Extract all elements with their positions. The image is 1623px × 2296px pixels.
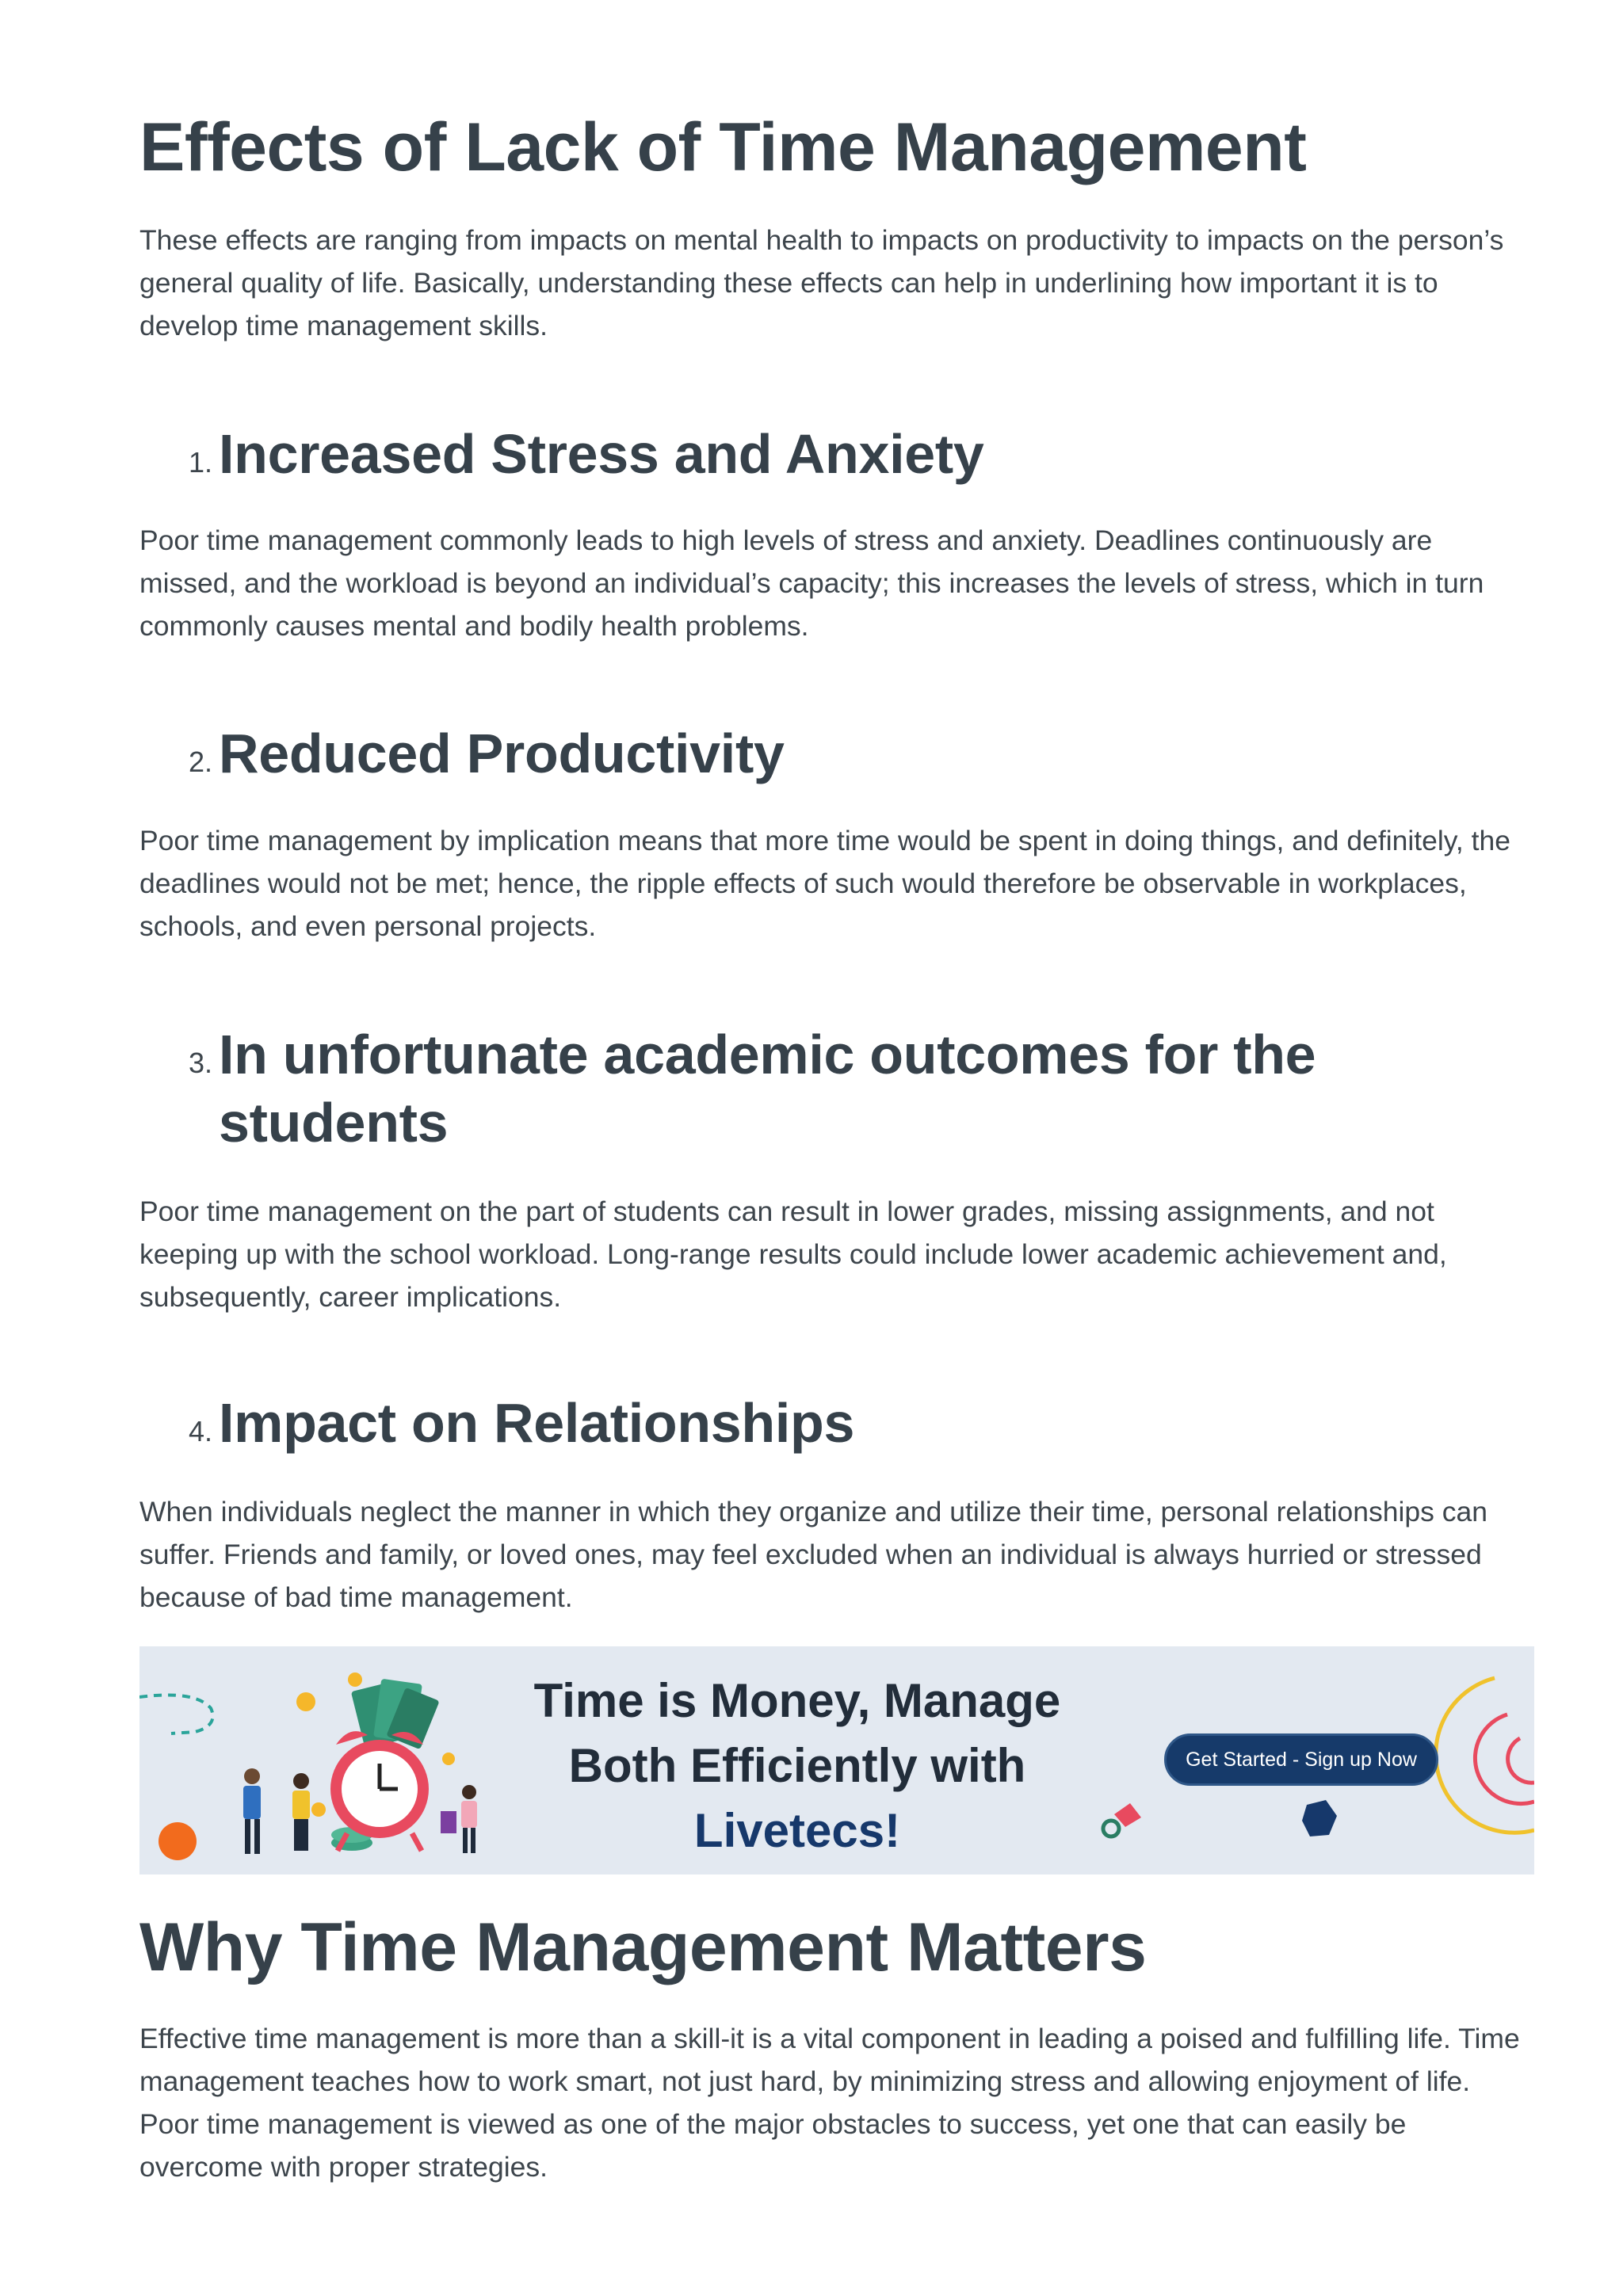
dashed-swoosh-icon (139, 1695, 213, 1733)
section-title-effects: Effects of Lack of Time Management (139, 109, 1307, 185)
banner-headline (488, 1669, 1106, 1863)
magnet-icon (1103, 1803, 1141, 1836)
person-icon (243, 1768, 261, 1854)
banner-line-1: Time is Money, Manage (533, 1674, 1061, 1727)
money-icon (351, 1679, 440, 1749)
effect-paragraph-2: Poor time management by implication means that more time would be spent in doing things, and definitely, the deadlines would not be met; hence, the ripple effects of such would therefore be observable in workplaces, schools, and even personal projects. (139, 825, 1510, 942)
orange-dot-icon (158, 1822, 197, 1860)
blob-icon (1302, 1800, 1337, 1836)
effect-title: Reduced Productivity (219, 723, 785, 784)
person-icon (441, 1785, 477, 1853)
alarm-clock-icon (330, 1731, 429, 1851)
effect-paragraph-1: Poor time management commonly leads to high levels of stress and anxiety. Deadlines continuously are missed, and the workload is beyond an individual’s capacity; this increases the levels of stress, which in turn commonly causes mental and bodily health problems. (139, 524, 1484, 642)
get-started-button[interactable]: Get Started - Sign up Now (1164, 1733, 1438, 1786)
list-number: 2. (189, 746, 213, 778)
effect-paragraph-3: Poor time management on the part of students can result in lower grades, missing assignments, and not keeping up with the school workload. Long-range results could include lower academic achievement and, subsequently, career implications. (139, 1196, 1447, 1313)
effect-title: Increased Stress and Anxiety (219, 423, 984, 485)
person-icon (292, 1773, 310, 1851)
list-number: 1. (189, 446, 213, 479)
effect-title: Impact on Relationships (219, 1392, 855, 1454)
intro-paragraph: These effects are ranging from impacts on mental health to impacts on productivity to impacts on the person’s general quality of life. Basically, understanding these effects can help in underlining how important it is to develop time management skills. (139, 224, 1504, 341)
effect-paragraph-4: When individuals neglect the manner in which they organize and utilize their time, personal relationships can suffer. Friends and family, or loved ones, may feel excluded when an individual is always hurried or stressed because of bad time management. (139, 1496, 1488, 1613)
effect-title: In unfortunate academic outcomes for the students (219, 1024, 1316, 1154)
why-paragraph: Effective time management is more than a skill-it is a vital component in leading a poised and fulfilling life. Time management teaches how to work smart, not just hard, by minimizing stress and allowing enjoyment of life. Poor time management is viewed as one of the major obstacles to success, yet one that can easily be overcome with proper strategies. (139, 2023, 1520, 2183)
banner-line-2: Both Efficiently with (568, 1739, 1026, 1792)
section-title-why: Why Time Management Matters (139, 1909, 1147, 1985)
arc-decoration-icon (1436, 1678, 1534, 1833)
list-number: 4. (189, 1415, 213, 1447)
list-number: 3. (189, 1047, 213, 1079)
promo-banner[interactable] (139, 1646, 1534, 1875)
banner-brand: Livetecs! (693, 1804, 901, 1857)
